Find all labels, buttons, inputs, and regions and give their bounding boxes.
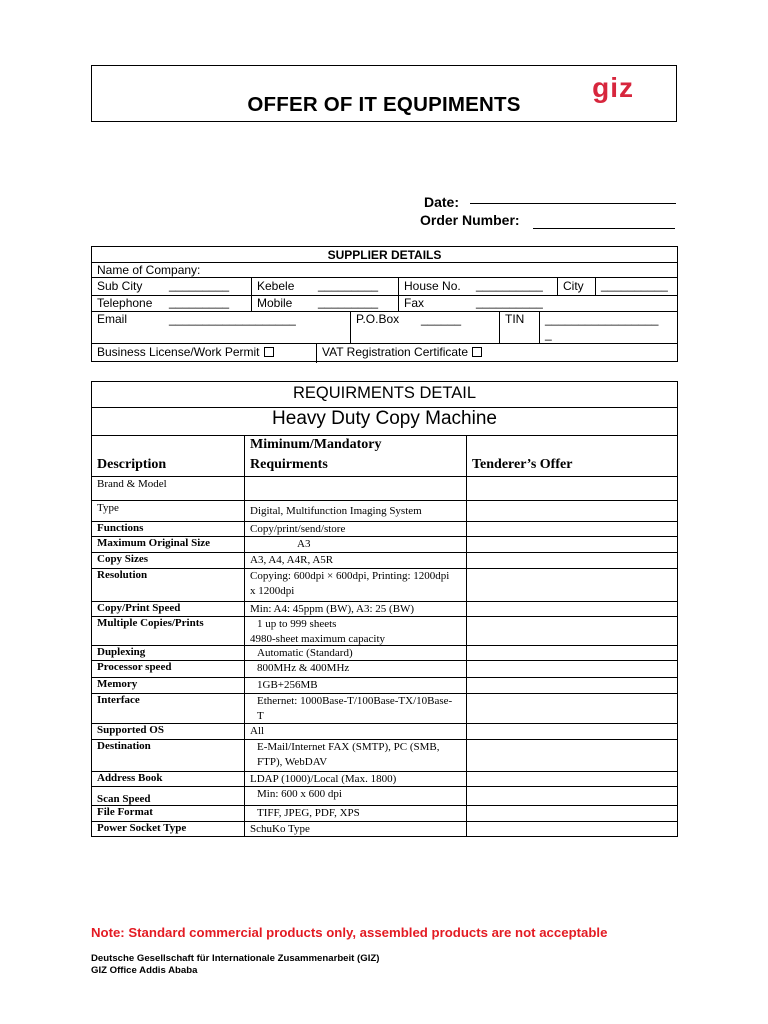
requirement-label: File Format [97,806,153,818]
requirement-value [257,740,440,770]
requirement-value-line: 4980-sheet maximum capacity [250,633,386,645]
tenderer-offer-cell[interactable] [467,693,677,723]
requirement-value [257,806,360,821]
requirement-label: Duplexing [97,646,146,658]
requirement-label: Interface [97,694,140,706]
kebele-label: Kebele [257,279,295,293]
col-description: Description [97,457,167,472]
tenderer-offer-cell[interactable] [467,771,677,786]
tenderer-offer-cell[interactable] [467,536,677,552]
requirement-label: Maximum Original Size [97,537,211,549]
house-number-label: House No. [404,279,461,293]
giz-logo: giz [592,72,634,103]
requirement-value-line: LDAP (1000)/Local (Max. 1800) [250,773,397,785]
tenderer-offer-cell[interactable] [467,552,677,568]
requirement-value-line: 800MHz & 400MHz [257,662,350,674]
supplier-heading: SUPPLIER DETAILS [327,248,442,262]
mobile-field[interactable]: _________ [318,295,379,309]
email-field[interactable]: ___________________ [169,312,296,326]
tenderer-offer-cell[interactable] [467,786,677,805]
requirement-label: Resolution [97,569,148,581]
mobile-label: Mobile [257,296,293,310]
business-license-checkbox[interactable] [264,347,274,357]
requirement-value-line: 1 up to 999 sheets [257,618,337,630]
tenderer-offer-cell[interactable] [467,521,677,536]
requirement-value-line: A3 [297,538,311,550]
requirement-value [250,617,386,647]
tenderer-offer-cell[interactable] [467,476,677,500]
tenderer-offer-cell[interactable] [467,645,677,660]
requirement-value [250,772,396,787]
tenderer-offer-cell[interactable] [467,660,677,677]
requirement-value-line: Automatic (Standard) [257,647,353,659]
requirement-value-line: All [250,725,265,737]
requirement-label: Destination [97,740,151,752]
footer-line-1: Deutsche Gesellschaft für Internationale Zusammenarbeit (GIZ) [91,953,380,964]
tenderer-offer-cell[interactable] [467,601,677,616]
kebele-field[interactable]: _________ [318,278,379,292]
col-tenderers-offer: Tenderer’s Offer [472,457,573,472]
requirement-label: Memory [97,678,138,690]
requirement-value [297,537,310,552]
fax-label: Fax [404,296,425,310]
document-title: OFFER OF IT EQUPIMENTS [247,93,521,116]
requirement-label: Functions [97,522,144,534]
requirement-value-line: x 1200dpi [250,585,295,597]
tenderer-offer-cell[interactable] [467,500,677,521]
requirement-value [257,694,452,724]
requirement-value [250,724,264,739]
requirement-value-line: FTP), WebDAV [257,756,328,768]
tenderer-offer-cell[interactable] [467,805,677,821]
supplier-details-table [91,246,678,362]
requirement-value [257,787,342,802]
requirement-value [250,504,422,519]
requirement-value [250,822,310,837]
tenderer-offer-cell[interactable] [467,677,677,693]
requirement-value-line: Copy/print/send/store [250,523,346,535]
requirement-label: Power Socket Type [97,822,187,834]
col-mandatory-line2: Requirments [250,457,328,472]
city-field[interactable]: __________ [601,278,668,292]
vat-certificate-checkbox[interactable] [472,347,482,357]
business-license-label: Business License/Work Permit [97,345,260,359]
vat-certificate-label: VAT Registration Certificate [322,345,469,359]
pobox-field[interactable]: ______ [421,312,462,326]
col-mandatory-line1: Miminum/Mandatory [250,437,382,452]
tenderer-offer-cell[interactable] [467,568,677,601]
pobox-label: P.O.Box [356,312,400,326]
requirement-value-line: Ethernet: 1000Base-T/100Base-TX/10Base- [257,695,453,707]
requirement-value-line: 1GB+256MB [257,679,318,691]
requirement-value-line: E-Mail/Internet FAX (SMTP), PC (SMB, [257,741,440,753]
requirement-value [257,678,318,693]
requirement-value-line: TIFF, JPEG, PDF, XPS [257,807,360,819]
order-number-field[interactable] [533,228,675,229]
requirement-label: Copy Sizes [97,553,149,565]
tin-field[interactable]: _________________ [545,312,659,326]
requirement-label: Supported OS [97,724,164,736]
requirement-label: Processor speed [97,661,172,673]
subcity-label: Sub City [97,279,143,293]
requirement-value-line: A3, A4, A4R, A5R [250,554,334,566]
tin-label: TIN [505,312,525,326]
tenderer-offer-cell[interactable] [467,616,677,645]
requirements-table [91,381,678,837]
requirement-label: Scan Speed [97,793,151,805]
requirement-value-line: Min: A4: 45ppm (BW), A3: 25 (BW) [250,603,415,615]
requirement-value [257,646,353,661]
date-field[interactable] [470,203,676,204]
date-label: Date: [424,194,460,210]
requirement-label: Copy/Print Speed [97,602,181,614]
requirement-value-line: Min: 600 x 600 dpi [257,788,342,800]
tin-field-continued: _ [545,327,552,341]
requirement-label: Multiple Copies/Prints [97,617,204,629]
fax-field[interactable]: __________ [476,295,543,309]
tenderer-offer-cell[interactable] [467,739,677,771]
machine-heading: Heavy Duty Copy Machine [272,408,497,429]
requirement-value [250,522,345,537]
note-text: Note: Standard commercial products only, assembled products are not acceptable [91,925,608,940]
requirement-label: Brand & Model [97,478,167,490]
requirement-value [257,661,349,676]
email-label: Email [97,312,128,326]
requirement-value [250,602,414,617]
order-number-label: Order Number: [420,212,520,228]
requirement-value-line: SchuKo Type [250,823,310,835]
vat-certificate-item [322,345,482,359]
tenderer-offer-cell[interactable] [467,821,677,838]
business-license-item [97,345,274,359]
company-name-label: Name of Company: [97,263,201,277]
telephone-field[interactable]: _________ [169,295,230,309]
title-box [91,65,677,122]
tenderer-offer-cell[interactable] [467,723,677,739]
city-label: City [563,279,584,293]
footer-line-2: GIZ Office Addis Ababa [91,965,198,976]
requirements-heading: REQUIRMENTS DETAIL [292,384,477,402]
requirement-value-line: Digital, Multifunction Imaging System [250,505,422,517]
requirement-value [250,569,449,599]
requirement-value-line: Copying: 600dpi × 600dpi, Printing: 1200dpi [250,570,450,582]
requirement-label: Type [97,502,119,514]
telephone-label: Telephone [97,296,153,310]
requirement-label: Address Book [97,772,163,784]
subcity-field[interactable]: _________ [169,278,230,292]
house-number-field[interactable]: __________ [476,278,543,292]
requirement-value [250,553,333,568]
requirement-value-line: T [257,710,264,722]
